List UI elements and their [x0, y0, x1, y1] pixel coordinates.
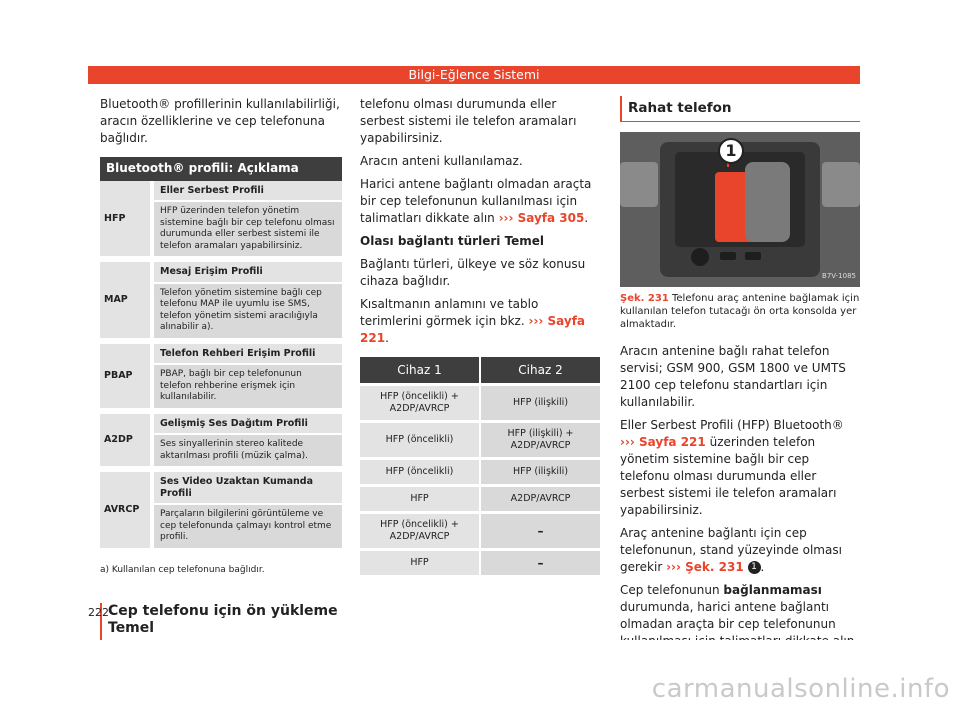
column-3: [620, 96, 860, 673]
profile-title: Mesaj Erişim Profili: [154, 262, 342, 284]
paragraph: Harici antene bağlantı olmadan araçta bir cep telefonunun kullanılması için talimatları dikkate alın ››› Sayfa 305.: [360, 177, 592, 225]
table-header: [360, 357, 600, 383]
watermark: carmanualsonline.info: [651, 674, 950, 704]
intro-paragraph: Bluetooth® profillerinin kullanılabilirliği, aracın özelliklerine ve cep telefonuna bağlıdır.: [100, 97, 340, 145]
table-row: [360, 548, 600, 575]
table-cell: HFP (öncelikli): [360, 460, 479, 484]
marker-1-icon: 1: [748, 561, 761, 574]
paragraph: telefonu olması durumunda eller serbest sistemi ile telefon aramaları yapabilirsiniz.: [360, 97, 577, 145]
table-row: [100, 181, 342, 263]
table-row: [360, 457, 600, 484]
profile-title: Ses Video Uzaktan Kumanda Profili: [154, 472, 342, 505]
table-row: [360, 511, 600, 548]
paragraph: Aracın anteni kullanılamaz.: [360, 154, 523, 168]
console-photo: [620, 132, 860, 287]
figure-caption: Şek. 231 Telefonu araç antenine bağlamak için kullanılan telefon tutacağı ön orta konsolda yer almaktadır.: [620, 293, 860, 330]
table-row: [360, 484, 600, 511]
photo-code: B7V-1085: [822, 272, 856, 280]
table-cell: HFP (ilişkili): [479, 386, 600, 420]
table-cell: –: [479, 551, 600, 575]
profile-title: Eller Serbest Profili: [154, 181, 342, 203]
paragraph: Bağlantı türleri, ülkeye ve söz konusu cihaza bağlıdır.: [360, 257, 586, 288]
profile-title: Telefon Rehberi Erişim Profili: [154, 344, 342, 366]
paragraph: Araç antenine bağlantı için cep telefonunun, stand yüzeyinde olması gerekir ››› Şek. 231 1 .: [620, 526, 842, 574]
page-reference-link[interactable]: ››› Sayfa 221: [620, 435, 706, 449]
table-cell: HFP: [360, 551, 479, 575]
figure-label: Şek. 231: [620, 293, 669, 304]
profile-desc: HFP üzerinden telefon yönetim sistemine bağlı bir cep telefonu olması durumunda eller serbest sistemi ile telefon aramaları yapabilirsiniz.: [154, 202, 342, 256]
bottom-margin: [0, 640, 960, 708]
table-row: [100, 472, 342, 554]
page-number: 222: [88, 606, 109, 619]
profile-key: A2DP: [100, 414, 150, 467]
table-row: [360, 383, 600, 420]
table-cell: HFP (öncelikli): [360, 423, 479, 457]
paragraph: Eller Serbest Profili (HFP) Bluetooth® ››› Sayfa 221 üzerinden telefon yönetim sistemine bağlı bir cep telefonu olması durumunda eller serbest sistemi ile telefon aramaları yapabilirsiniz.: [620, 418, 844, 517]
subheading: Olası bağlantı türleri Temel: [360, 234, 545, 248]
page-reference-link[interactable]: ››› Sayfa 221: [360, 314, 586, 345]
profile-key: MAP: [100, 262, 150, 338]
column-2: [360, 96, 600, 575]
chapter-header: Bilgi-Eğlence Sistemi: [88, 66, 860, 84]
marker-1: 1: [718, 138, 744, 164]
footnote: a) Kullanılan cep telefonuna bağlıdır.: [100, 564, 265, 575]
table-row: [100, 414, 342, 473]
profile-key: HFP: [100, 181, 150, 257]
paragraph: Aracın antenine bağlı rahat telefon servisi; GSM 900, GSM 1800 ve UMTS 2100 cep telefonu standartları için kullanılabilir.: [620, 344, 846, 409]
table-cell: HFP (ilişkili) + A2DP/AVRCP: [479, 423, 600, 457]
connection-table: [360, 357, 600, 575]
section-title: Cep telefonu için ön yükleme Temel: [100, 603, 342, 642]
profile-table-title: Bluetooth® profili: Açıklama: [100, 157, 342, 181]
profile-desc: PBAP, bağlı bir cep telefonunun telefon rehberine erişmek için kullanılabilir.: [154, 365, 342, 408]
table-cell: HFP (ilişkili): [479, 460, 600, 484]
profile-desc: Telefon yönetim sistemine bağlı cep telefonu MAP ile uyumlu ise SMS, telefon yönetim sistemi aracılığıyla alınabilir a).: [154, 284, 342, 338]
profile-title: Gelişmiş Ses Dağıtım Profili: [154, 414, 342, 436]
table-row: [100, 344, 342, 414]
column-header: Cihaz 2: [479, 357, 600, 383]
table-cell: HFP (öncelikli) + A2DP/AVRCP: [360, 514, 479, 548]
table-cell: A2DP/AVRCP: [479, 487, 600, 511]
table-cell: HFP (öncelikli) + A2DP/AVRCP: [360, 386, 479, 420]
table-cell: HFP: [360, 487, 479, 511]
figure-reference-link[interactable]: ››› Şek. 231: [666, 560, 744, 574]
table-row: [100, 262, 342, 344]
page-reference-link[interactable]: ››› Sayfa 305: [498, 211, 585, 225]
profile-key: PBAP: [100, 344, 150, 408]
column-header: Cihaz 1: [397, 363, 442, 377]
profile-desc: Parçaların bilgilerini görüntüleme ve cep telefonunda çalmayı kontrol etme profili.: [154, 505, 342, 548]
paragraph: Cep telefonunun bağlanmaması durumunda, harici antene bağlantı olmadan araçta bir cep telefonunun: [620, 582, 860, 667]
table-cell: –: [479, 514, 600, 548]
section-title: Rahat telefon: [620, 96, 860, 122]
profile-table: [100, 157, 342, 554]
paragraph: Kısaltmanın anlamını ve tablo terimlerini görmek için bkz. ››› Sayfa 221.: [360, 297, 586, 345]
column-1: [100, 96, 342, 707]
table-row: [360, 420, 600, 457]
profile-key: AVRCP: [100, 472, 150, 548]
profile-desc: Ses sinyallerinin stereo kalitede aktarılması profili (müzik çalma).: [154, 435, 342, 466]
